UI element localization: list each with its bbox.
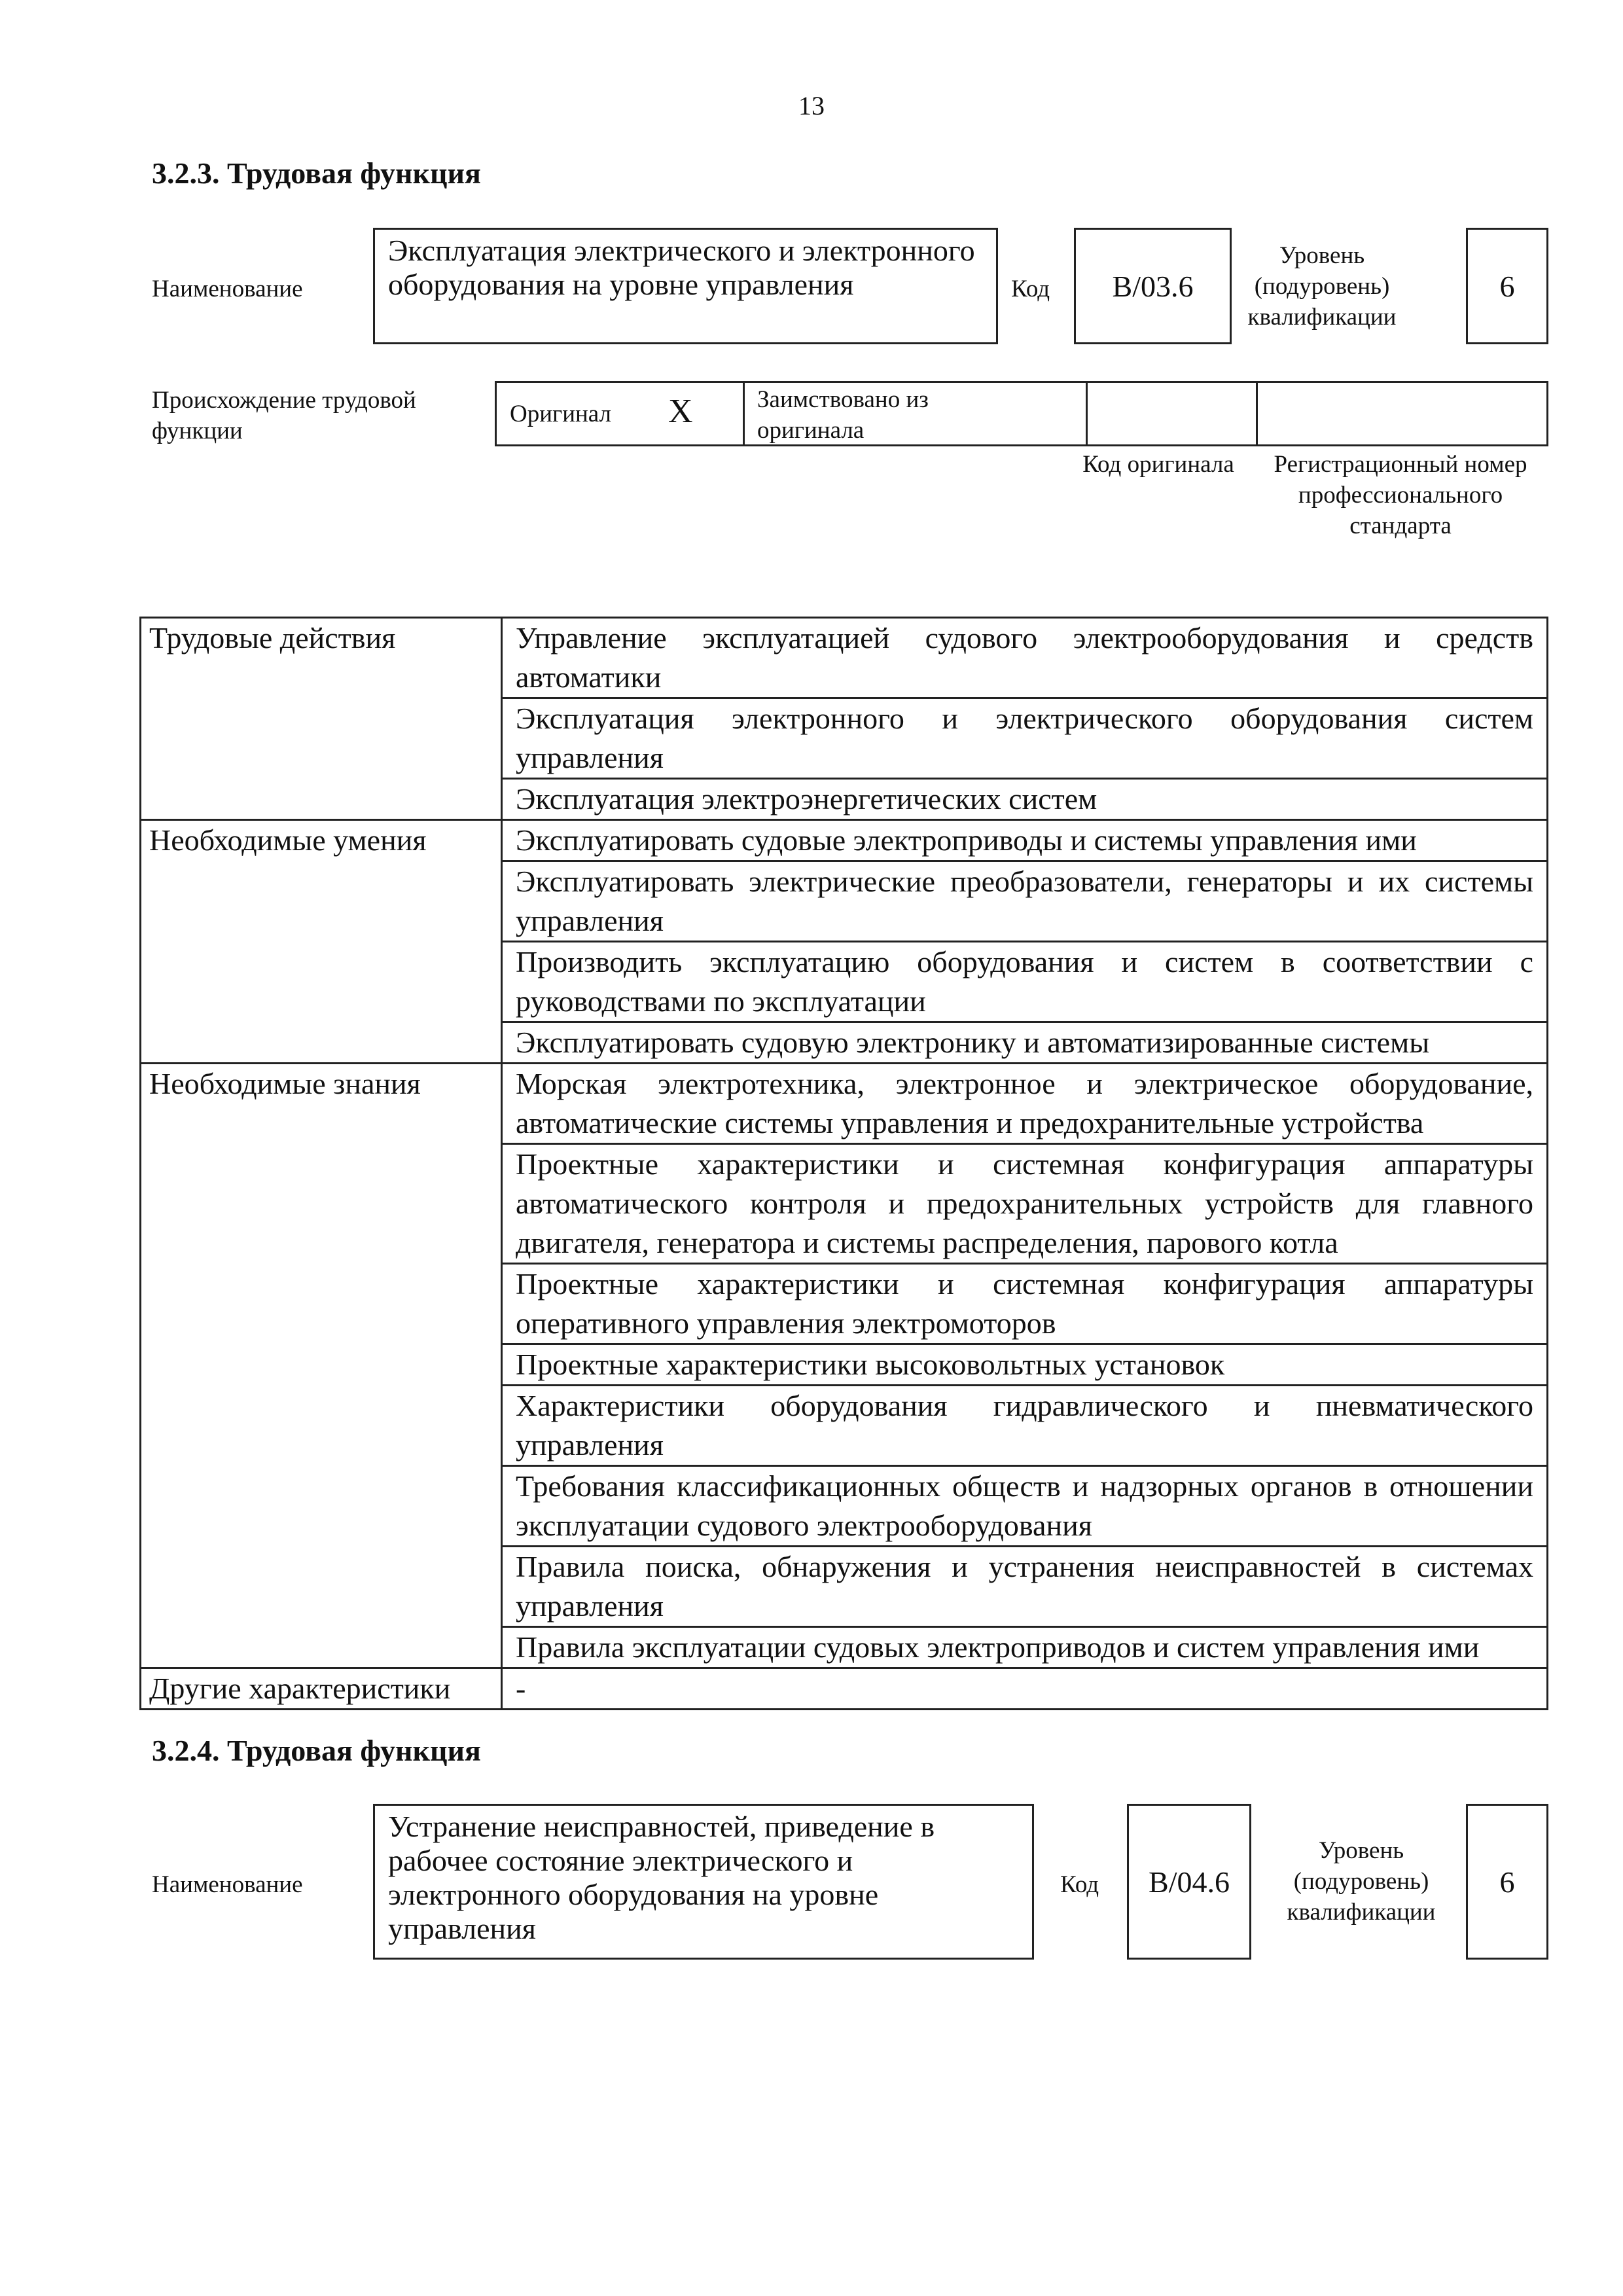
origin-divider (743, 383, 745, 444)
table-cell: - (502, 1668, 1548, 1710)
table-cell: Характеристики оборудования гидравлического и пневматического управления (502, 1386, 1548, 1466)
table-cell: Проектные характеристики и системная конфигурация аппаратуры автоматического контроля и предохранительных устройств для главного двигателя, генератора и системы распределения, парового котла (502, 1144, 1548, 1264)
row-header: Необходимые знания (141, 1064, 502, 1668)
table-cell: Производить эксплуатацию оборудования и систем в соответствии с руководствами по эксплуатации (502, 942, 1548, 1022)
table-row (141, 618, 1548, 698)
origin-code-caption: Код оригинала (1082, 451, 1234, 478)
code-label: Код (1060, 1871, 1099, 1898)
level-value-box: 6 (1466, 228, 1548, 344)
origin-divider (1256, 383, 1258, 444)
row-header: Необходимые умения (141, 820, 502, 1064)
row-header: Трудовые действия (141, 618, 502, 820)
page-number: 13 (798, 91, 825, 120)
row-header: Другие характеристики (141, 1668, 502, 1710)
table-cell: Морская электротехника, электронное и электрическое оборудование, автоматические системы управления и предохранительные устройства (502, 1064, 1548, 1144)
table-cell: Управление эксплуатацией судового электрооборудования и средств автоматики (502, 618, 1548, 698)
function-name-box: Эксплуатация электрического и электронного оборудования на уровне управления (373, 228, 998, 344)
level-label: Уровень (подуровень) квалификации (1247, 242, 1397, 331)
original-label: Оригинал (510, 401, 612, 427)
table-row (141, 1064, 1548, 1144)
function-details-table (139, 617, 1548, 1710)
origin-divider (1086, 383, 1088, 444)
code-label: Код (1011, 276, 1050, 302)
table-cell: Эксплуатировать электрические преобразователи, генераторы и их системы управления (502, 861, 1548, 942)
reg-number-caption: Регистрационный номер профессионального стандарта (1274, 451, 1527, 539)
table-cell: Эксплуатация электроэнергетических систем (502, 779, 1548, 820)
origin-row (495, 381, 1548, 446)
name-label: Наименование (152, 1871, 303, 1898)
table-cell: Правила поиска, обнаружения и устранения неисправностей в системах управления (502, 1547, 1548, 1627)
table-cell: Эксплуатировать судовую электронику и автоматизированные системы (502, 1022, 1548, 1064)
name-label: Наименование (152, 276, 303, 302)
table-row (141, 820, 1548, 861)
table-cell: Эксплуатация электронного и электрического оборудования систем управления (502, 698, 1548, 779)
table-cell: Правила эксплуатации судовых электроприводов и систем управления ими (502, 1627, 1548, 1668)
function-name-box: Устранение неисправностей, приведение в рабочее состояние электрического и электронного оборудования на уровне управления (373, 1804, 1034, 1960)
function-code-box: B/04.6 (1127, 1804, 1251, 1960)
original-mark: X (668, 393, 693, 430)
origin-label: Происхождение трудовой функции (152, 387, 416, 444)
section-title-3-2-4: 3.2.4. Трудовая функция (152, 1734, 481, 1767)
function-code-box: B/03.6 (1074, 228, 1232, 344)
level-label: Уровень (подуровень) квалификации (1287, 1837, 1436, 1926)
table-cell: Проектные характеристики и системная конфигурация аппаратуры оперативного управления электромоторов (502, 1264, 1548, 1344)
table-cell: Проектные характеристики высоковольтных установок (502, 1344, 1548, 1386)
table-row (141, 1668, 1548, 1710)
section-title-3-2-3: 3.2.3. Трудовая функция (152, 156, 481, 190)
table-cell: Требования классификационных обществ и надзорных органов в отношении эксплуатации судового электрооборудования (502, 1466, 1548, 1547)
borrowed-label: Заимствовано из оригинала (757, 386, 929, 444)
table-cell: Эксплуатировать судовые электроприводы и системы управления ими (502, 820, 1548, 861)
level-value-box: 6 (1466, 1804, 1548, 1960)
